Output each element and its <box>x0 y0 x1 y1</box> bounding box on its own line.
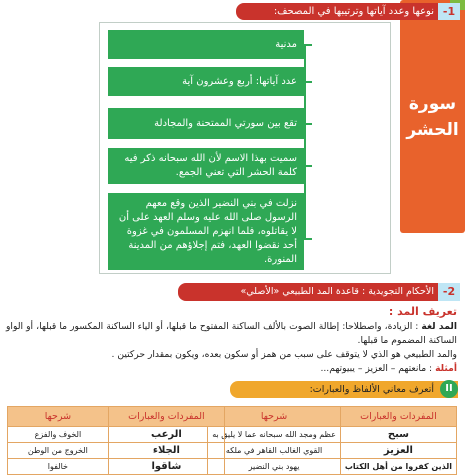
section-1-title: نوعها وعدد آياتها وترتيبها في المصحف: <box>273 6 434 17</box>
column-header-term: المفردات والعبارات <box>340 407 456 427</box>
meaning-cell: الخوف والفزع <box>8 427 109 443</box>
table-row <box>208 443 457 459</box>
surah-title-box <box>400 0 465 233</box>
definition-paragraph-2: والمد الطبيعي هو الذي لا يتوقف على سبب من همز أو سكون بعده، ويكون بمقدار حركتين . <box>111 349 457 360</box>
definition-title: تعريف المد : <box>388 305 457 318</box>
definition-text <box>6 320 457 376</box>
info-box-revelation: نزلت في بني النضير الذين وقع معهم الرسول صلى الله عليه وسلم العهد على أن لا يقاتلوه، فلما انهزم المسلمون في غزوة أحد نقضوا العهد، فتم إجلاؤهم من المدينة المنورة. <box>108 193 304 270</box>
meaning-cell: الخروج من الوطن <box>8 443 109 459</box>
surah-title: سورة الحشر <box>406 93 459 140</box>
meaning-cell: خالفوا <box>8 459 109 475</box>
section-3-number: II <box>440 380 458 398</box>
connector <box>304 44 312 46</box>
term-cell: الذين كفروا من أهل الكتاب <box>340 459 456 475</box>
section-2-number: 2- <box>438 283 460 301</box>
term-cell: الرعب <box>108 427 224 443</box>
meaning-cell: يهود بني النضير <box>208 459 341 475</box>
table-row <box>8 443 225 459</box>
connector-line <box>304 44 306 238</box>
term-cell: الجلاء <box>108 443 224 459</box>
section-2-header <box>178 283 460 301</box>
table-row <box>208 459 457 475</box>
table-row <box>208 427 457 443</box>
column-header-meaning: شرحها <box>8 407 109 427</box>
connector <box>304 165 312 167</box>
info-box-name-reason: سميت بهذا الاسم لأن الله سبحانه ذكر فيه كلمة الحشر التي تعني الجمع. <box>108 148 304 184</box>
term-cell: سبح <box>340 427 456 443</box>
term-cell: العزيز <box>340 443 456 459</box>
connector <box>304 238 312 240</box>
meaning-cell: القوي الغالب القاهر في ملكه <box>208 443 341 459</box>
examples-line: أمثلة : مانعتهم – العزيز – يبيوتهم... <box>320 363 457 374</box>
info-box-verses: عدد آياتها: أربع وعشرون آية <box>108 67 304 96</box>
section-3-title: أتعرف معاني الألفاظ والعبارات: <box>309 384 434 395</box>
definition-label: المد لغة <box>421 321 457 332</box>
definition-paragraph-1: المد لغة : الزيادة، واصطلاحا: إطالة الصوت بالألف الساكنة المفتوح ما قبلها، أو الياء الساكنة المكسور ما قبلها، أو الواو الساكنة المضموم ما قبلها. <box>6 321 457 346</box>
info-box-type: مدنية <box>108 30 304 59</box>
connector <box>304 81 312 83</box>
section-3-header <box>230 381 458 398</box>
info-box-order: تقع بين سورتي الممتحنة والمجادلة <box>108 108 304 139</box>
section-1-header <box>236 3 460 20</box>
column-header-meaning: شرحها <box>208 407 341 427</box>
connector <box>304 123 312 125</box>
section-2-title: الأحكام التجويدية : قاعدة المد الطبيعي «الأصلي» <box>240 286 434 297</box>
term-cell: شاقوا <box>108 459 224 475</box>
section-1-number: 1- <box>438 3 460 20</box>
table-row <box>8 427 225 443</box>
meaning-cell: عظم ومجد الله سبحانه عما لا يليق به <box>208 427 341 443</box>
table-row <box>8 459 225 475</box>
column-header-term: المفردات والعبارات <box>108 407 224 427</box>
examples-label: أمثلة <box>435 363 457 374</box>
